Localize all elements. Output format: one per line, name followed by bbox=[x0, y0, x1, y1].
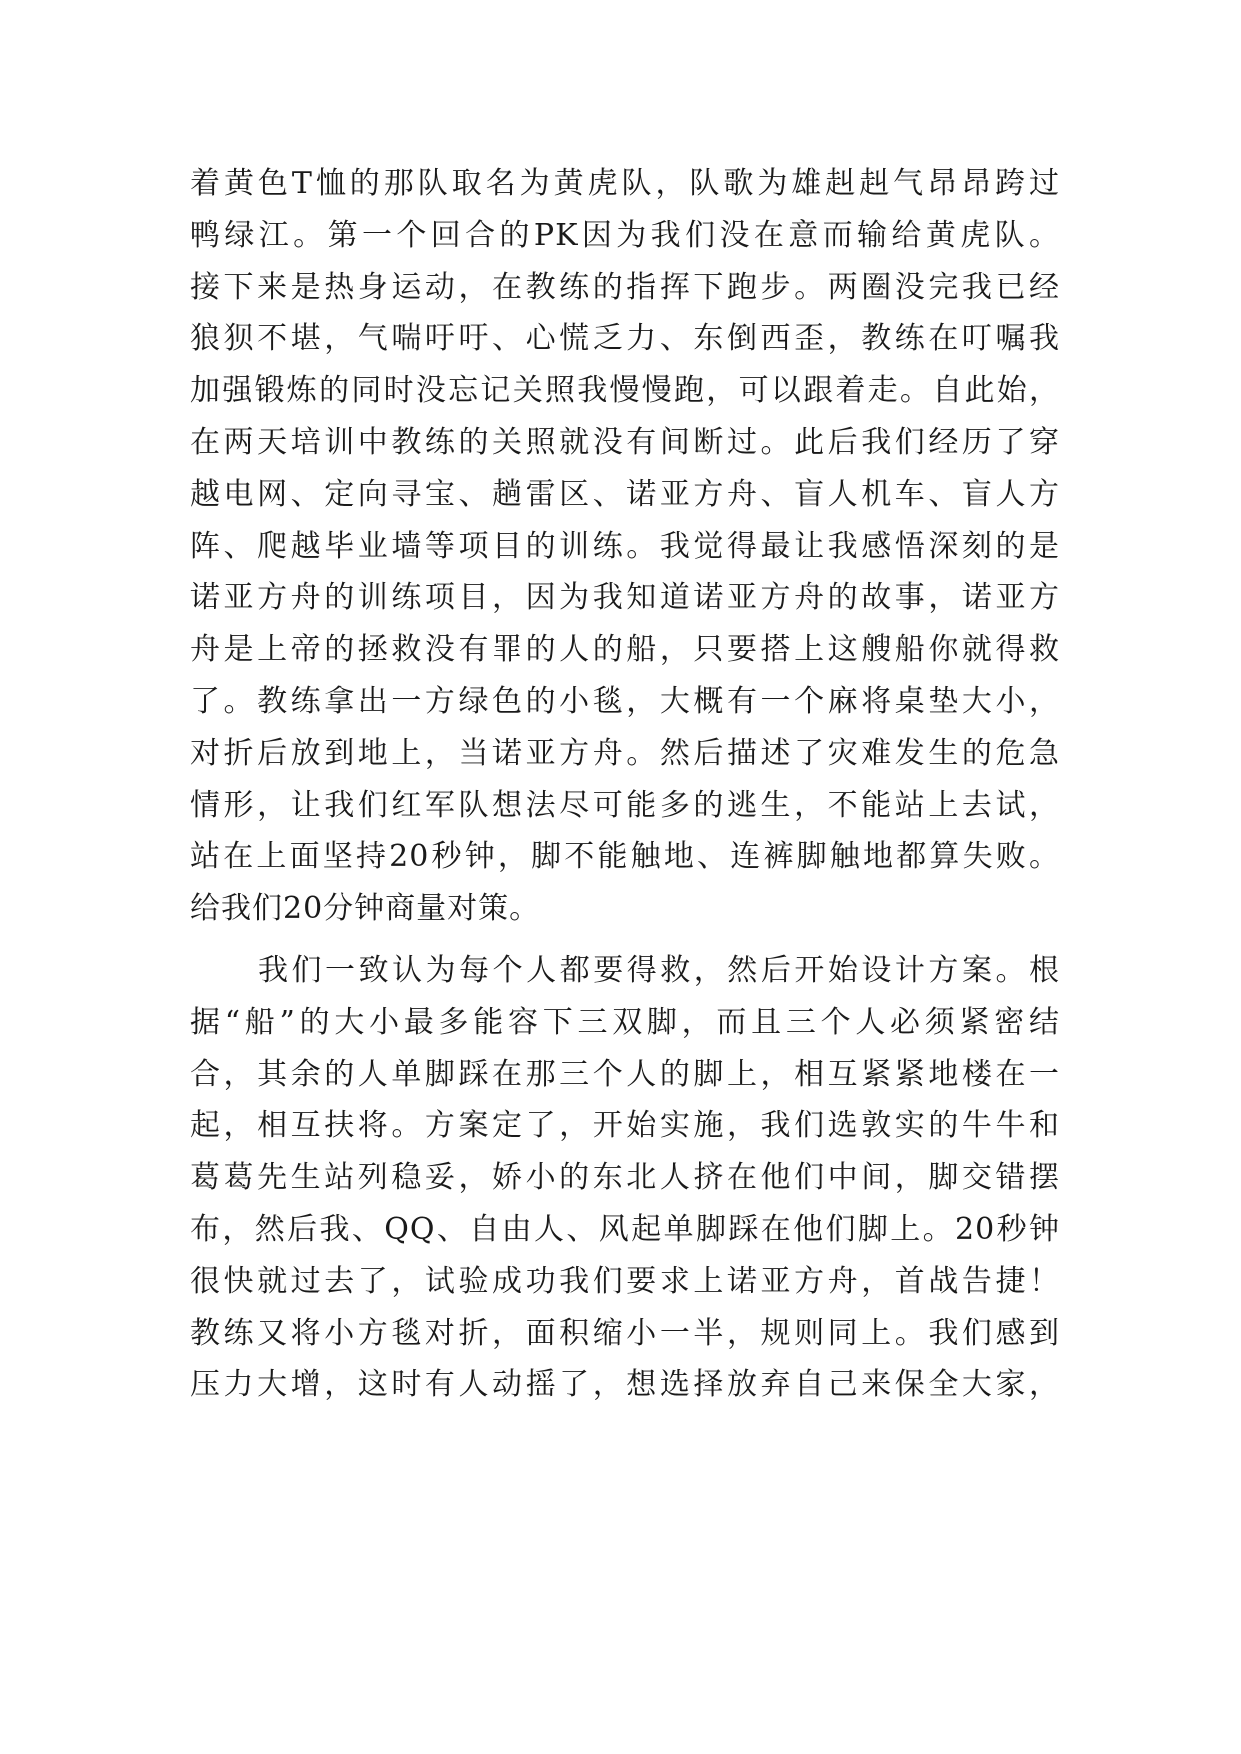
text-line: 对折后放到地上，当诺亚方舟。然后描述了灾难发生的危急 bbox=[190, 735, 1060, 771]
text-line: 给我们20分钟商量对策。 bbox=[190, 891, 541, 927]
text-line: 越电网、定向寻宝、趟雷区、诺亚方舟、盲人机车、盲人方 bbox=[190, 476, 1060, 512]
paragraph-1 bbox=[190, 158, 1060, 935]
text-line: 诺亚方舟的训练项目，因为我知道诺亚方舟的故事，诺亚方 bbox=[190, 580, 1060, 616]
text-line: 狼狈不堪，气喘吁吁、心慌乏力、东倒西歪，教练在叮嘱我 bbox=[190, 321, 1060, 357]
text-line: 葛葛先生站列稳妥，娇小的东北人挤在他们中间，脚交错摆 bbox=[190, 1160, 1060, 1196]
text-line: 起，相互扶将。方案定了，开始实施，我们选敦实的牛牛和 bbox=[190, 1108, 1060, 1144]
text-line: 着黄色T恤的那队取名为黄虎队，队歌为雄赳赳气昂昂跨过 bbox=[190, 166, 1060, 201]
text-line: 鸭绿江。第一个回合的PK因为我们没在意而输给黄虎队。 bbox=[190, 217, 1060, 253]
text-line: 加强锻炼的同时没忘记关照我慢慢跑，可以跟着走。自此始， bbox=[190, 373, 1060, 409]
text-line: 接下来是热身运动，在教练的指挥下跑步。两圈没完我已经 bbox=[190, 269, 1060, 305]
text-line: 舟是上帝的拯救没有罪的人的船，只要搭上这艘船你就得救 bbox=[190, 632, 1060, 668]
text-line: 了。教练拿出一方绿色的小毯，大概有一个麻将桌垫大小， bbox=[190, 683, 1060, 719]
document-body bbox=[190, 158, 1060, 1411]
text-line: 合，其余的人单脚踩在那三个人的脚上，相互紧紧地楼在一 bbox=[190, 1056, 1060, 1092]
text-line: 站在上面坚持20秒钟，脚不能触地、连裤脚触地都算失败。 bbox=[190, 839, 1060, 875]
text-line: 据“船”的大小最多能容下三双脚，而且三个人必须紧密结 bbox=[190, 1004, 1060, 1040]
text-line: 压力大增，这时有人动摇了，想选择放弃自己来保全大家， bbox=[190, 1367, 1060, 1403]
text-line: 阵、爬越毕业墙等项目的训练。我觉得最让我感悟深刻的是 bbox=[190, 528, 1060, 564]
text-line: 在两天培训中教练的关照就没有间断过。此后我们经历了穿 bbox=[190, 424, 1060, 460]
paragraph-gap bbox=[190, 935, 1060, 945]
text-line: 教练又将小方毯对折，面积缩小一半，规则同上。我们感到 bbox=[190, 1315, 1060, 1351]
text-line: 很快就过去了，试验成功我们要求上诺亚方舟，首战告捷！ bbox=[190, 1263, 1060, 1299]
paragraph-2 bbox=[190, 945, 1060, 1411]
text-line: 布，然后我、QQ、自由人、风起单脚踩在他们脚上。20秒钟 bbox=[190, 1211, 1060, 1247]
text-line: 情形，让我们红军队想法尽可能多的逃生，不能站上去试， bbox=[190, 787, 1060, 823]
text-line: 我们一致认为每个人都要得救，然后开始设计方案。根 bbox=[258, 952, 1060, 988]
